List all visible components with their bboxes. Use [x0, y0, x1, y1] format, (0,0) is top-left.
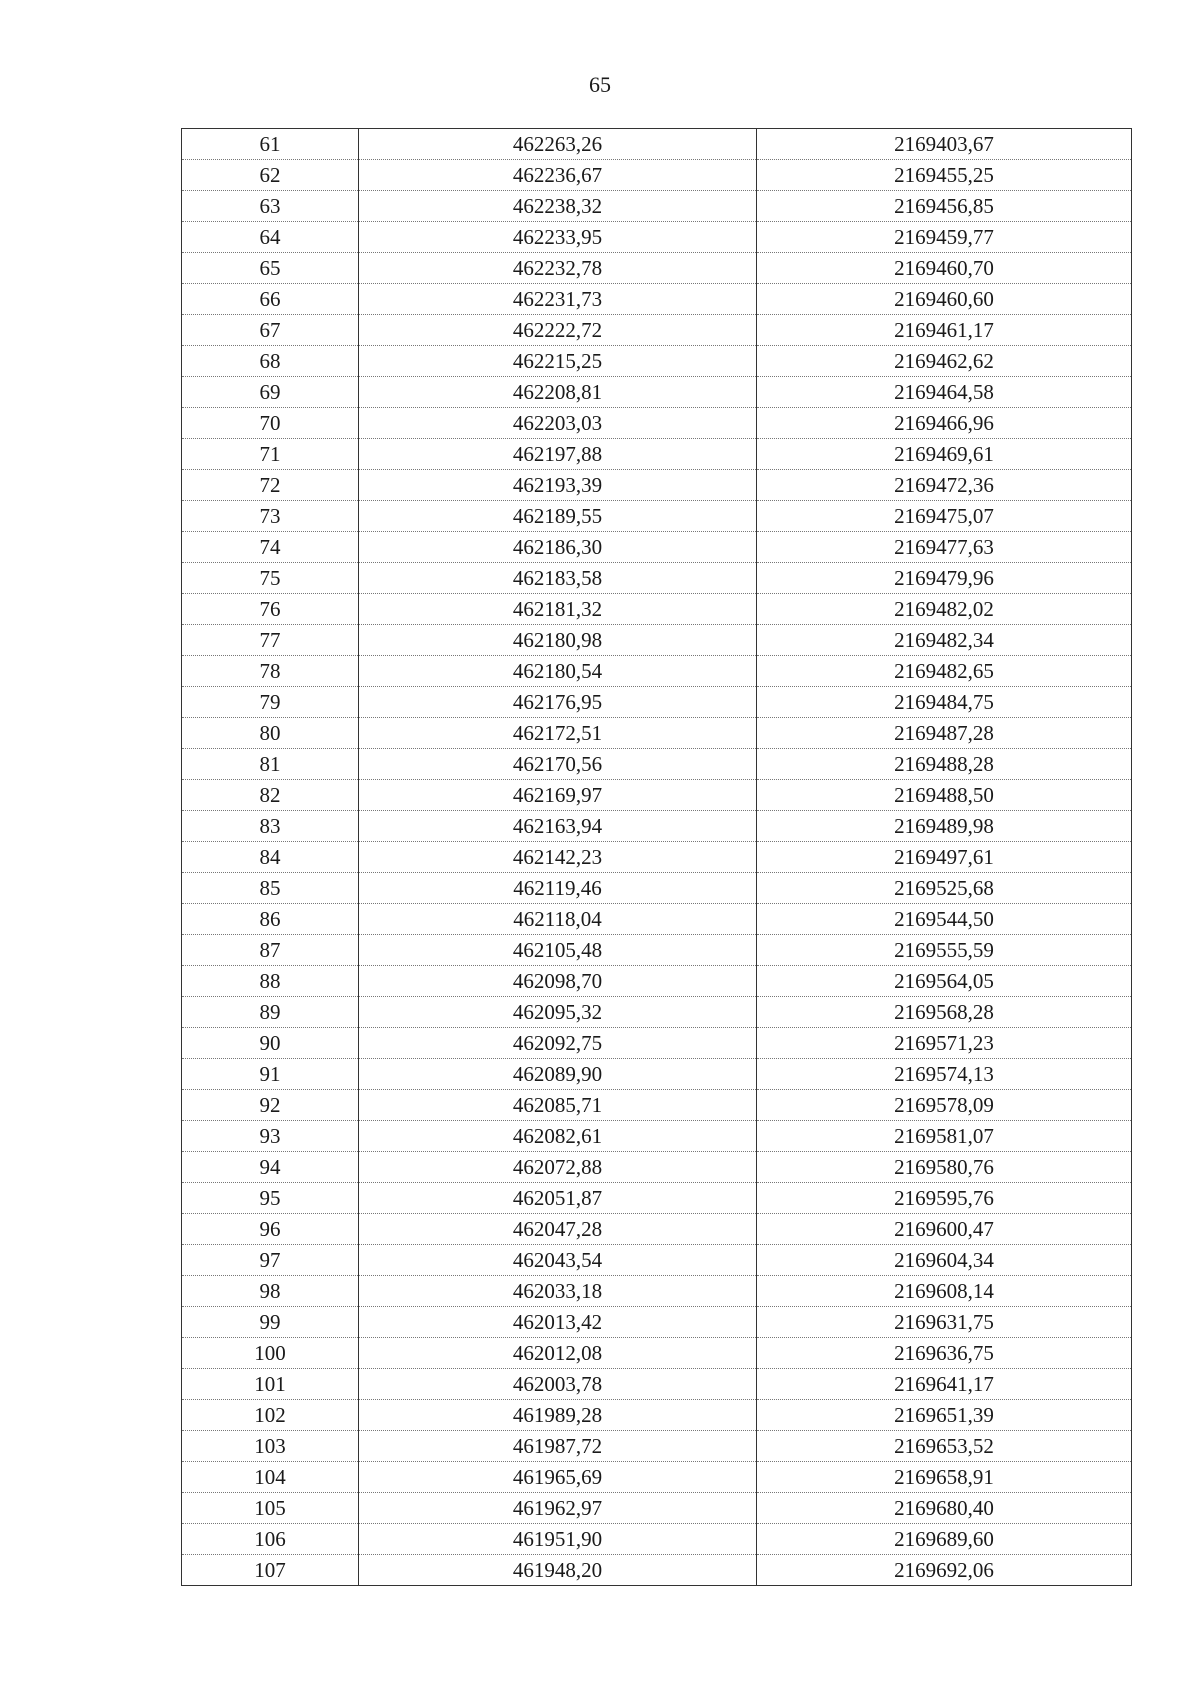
y-coordinate-cell: 2169692,06 — [757, 1555, 1132, 1586]
y-coordinate-cell: 2169651,39 — [757, 1400, 1132, 1431]
y-coordinate-cell: 2169482,65 — [757, 656, 1132, 687]
table-row — [182, 346, 1132, 377]
x-coordinate-cell: 462170,56 — [359, 749, 757, 780]
point-number-cell: 76 — [182, 594, 359, 625]
table-row — [182, 1462, 1132, 1493]
point-number-cell: 102 — [182, 1400, 359, 1431]
y-coordinate-cell: 2169564,05 — [757, 966, 1132, 997]
y-coordinate-cell: 2169484,75 — [757, 687, 1132, 718]
point-number-cell: 90 — [182, 1028, 359, 1059]
y-coordinate-cell: 2169469,61 — [757, 439, 1132, 470]
table-row — [182, 811, 1132, 842]
y-coordinate-cell: 2169464,58 — [757, 377, 1132, 408]
table-row — [182, 1493, 1132, 1524]
table-row — [182, 439, 1132, 470]
table-row — [182, 687, 1132, 718]
x-coordinate-cell: 462236,67 — [359, 160, 757, 191]
x-coordinate-cell: 462176,95 — [359, 687, 757, 718]
point-number-cell: 82 — [182, 780, 359, 811]
table-row — [182, 284, 1132, 315]
point-number-cell: 98 — [182, 1276, 359, 1307]
y-coordinate-cell: 2169403,67 — [757, 129, 1132, 160]
y-coordinate-cell: 2169653,52 — [757, 1431, 1132, 1462]
table-row — [182, 1555, 1132, 1586]
x-coordinate-cell: 462189,55 — [359, 501, 757, 532]
x-coordinate-cell: 461989,28 — [359, 1400, 757, 1431]
x-coordinate-cell: 462003,78 — [359, 1369, 757, 1400]
point-number-cell: 96 — [182, 1214, 359, 1245]
y-coordinate-cell: 2169456,85 — [757, 191, 1132, 222]
point-number-cell: 62 — [182, 160, 359, 191]
table-row — [182, 191, 1132, 222]
x-coordinate-cell: 462180,54 — [359, 656, 757, 687]
point-number-cell: 61 — [182, 129, 359, 160]
table-row — [182, 1059, 1132, 1090]
table-row — [182, 594, 1132, 625]
y-coordinate-cell: 2169475,07 — [757, 501, 1132, 532]
x-coordinate-cell: 461951,90 — [359, 1524, 757, 1555]
table-row — [182, 1245, 1132, 1276]
x-coordinate-cell: 462163,94 — [359, 811, 757, 842]
table-row — [182, 1028, 1132, 1059]
table-row — [182, 563, 1132, 594]
point-number-cell: 77 — [182, 625, 359, 656]
x-coordinate-cell: 462222,72 — [359, 315, 757, 346]
table-row — [182, 749, 1132, 780]
point-number-cell: 70 — [182, 408, 359, 439]
table-row — [182, 501, 1132, 532]
y-coordinate-cell: 2169472,36 — [757, 470, 1132, 501]
table-row — [182, 1524, 1132, 1555]
y-coordinate-cell: 2169460,70 — [757, 253, 1132, 284]
point-number-cell: 93 — [182, 1121, 359, 1152]
table-row — [182, 873, 1132, 904]
point-number-cell: 87 — [182, 935, 359, 966]
point-number-cell: 95 — [182, 1183, 359, 1214]
y-coordinate-cell: 2169604,34 — [757, 1245, 1132, 1276]
point-number-cell: 92 — [182, 1090, 359, 1121]
table-row — [182, 470, 1132, 501]
x-coordinate-cell: 462033,18 — [359, 1276, 757, 1307]
point-number-cell: 105 — [182, 1493, 359, 1524]
x-coordinate-cell: 462180,98 — [359, 625, 757, 656]
point-number-cell: 89 — [182, 997, 359, 1028]
coordinates-table-body — [182, 129, 1132, 1586]
x-coordinate-cell: 462263,26 — [359, 129, 757, 160]
table-row — [182, 1214, 1132, 1245]
x-coordinate-cell: 462047,28 — [359, 1214, 757, 1245]
table-row — [182, 1183, 1132, 1214]
point-number-cell: 75 — [182, 563, 359, 594]
y-coordinate-cell: 2169568,28 — [757, 997, 1132, 1028]
table-row — [182, 1121, 1132, 1152]
point-number-cell: 94 — [182, 1152, 359, 1183]
point-number-cell: 73 — [182, 501, 359, 532]
table-row — [182, 1090, 1132, 1121]
y-coordinate-cell: 2169641,17 — [757, 1369, 1132, 1400]
x-coordinate-cell: 462186,30 — [359, 532, 757, 563]
y-coordinate-cell: 2169460,60 — [757, 284, 1132, 315]
x-coordinate-cell: 462118,04 — [359, 904, 757, 935]
x-coordinate-cell: 462072,88 — [359, 1152, 757, 1183]
table-row — [182, 1431, 1132, 1462]
point-number-cell: 69 — [182, 377, 359, 408]
y-coordinate-cell: 2169479,96 — [757, 563, 1132, 594]
x-coordinate-cell: 462092,75 — [359, 1028, 757, 1059]
table-row — [182, 656, 1132, 687]
y-coordinate-cell: 2169581,07 — [757, 1121, 1132, 1152]
x-coordinate-cell: 462203,03 — [359, 408, 757, 439]
point-number-cell: 97 — [182, 1245, 359, 1276]
x-coordinate-cell: 461948,20 — [359, 1555, 757, 1586]
x-coordinate-cell: 462095,32 — [359, 997, 757, 1028]
y-coordinate-cell: 2169488,50 — [757, 780, 1132, 811]
y-coordinate-cell: 2169580,76 — [757, 1152, 1132, 1183]
point-number-cell: 99 — [182, 1307, 359, 1338]
point-number-cell: 104 — [182, 1462, 359, 1493]
y-coordinate-cell: 2169497,61 — [757, 842, 1132, 873]
x-coordinate-cell: 462142,23 — [359, 842, 757, 873]
x-coordinate-cell: 462098,70 — [359, 966, 757, 997]
y-coordinate-cell: 2169571,23 — [757, 1028, 1132, 1059]
y-coordinate-cell: 2169689,60 — [757, 1524, 1132, 1555]
point-number-cell: 83 — [182, 811, 359, 842]
point-number-cell: 65 — [182, 253, 359, 284]
x-coordinate-cell: 462089,90 — [359, 1059, 757, 1090]
y-coordinate-cell: 2169477,63 — [757, 532, 1132, 563]
x-coordinate-cell: 461965,69 — [359, 1462, 757, 1493]
table-row — [182, 1400, 1132, 1431]
y-coordinate-cell: 2169574,13 — [757, 1059, 1132, 1090]
y-coordinate-cell: 2169525,68 — [757, 873, 1132, 904]
x-coordinate-cell: 462238,32 — [359, 191, 757, 222]
x-coordinate-cell: 462012,08 — [359, 1338, 757, 1369]
y-coordinate-cell: 2169658,91 — [757, 1462, 1132, 1493]
x-coordinate-cell: 461987,72 — [359, 1431, 757, 1462]
point-number-cell: 85 — [182, 873, 359, 904]
x-coordinate-cell: 462085,71 — [359, 1090, 757, 1121]
point-number-cell: 106 — [182, 1524, 359, 1555]
table-row — [182, 718, 1132, 749]
y-coordinate-cell: 2169482,34 — [757, 625, 1132, 656]
y-coordinate-cell: 2169462,62 — [757, 346, 1132, 377]
table-row — [182, 780, 1132, 811]
y-coordinate-cell: 2169466,96 — [757, 408, 1132, 439]
table-row — [182, 1338, 1132, 1369]
x-coordinate-cell: 462183,58 — [359, 563, 757, 594]
table-row — [182, 625, 1132, 656]
y-coordinate-cell: 2169631,75 — [757, 1307, 1132, 1338]
x-coordinate-cell: 462105,48 — [359, 935, 757, 966]
point-number-cell: 88 — [182, 966, 359, 997]
x-coordinate-cell: 462231,73 — [359, 284, 757, 315]
x-coordinate-cell: 461962,97 — [359, 1493, 757, 1524]
y-coordinate-cell: 2169555,59 — [757, 935, 1132, 966]
y-coordinate-cell: 2169482,02 — [757, 594, 1132, 625]
x-coordinate-cell: 462043,54 — [359, 1245, 757, 1276]
y-coordinate-cell: 2169578,09 — [757, 1090, 1132, 1121]
table-row — [182, 408, 1132, 439]
table-row — [182, 222, 1132, 253]
table-row — [182, 1369, 1132, 1400]
table-row — [182, 1307, 1132, 1338]
y-coordinate-cell: 2169600,47 — [757, 1214, 1132, 1245]
table-row — [182, 1276, 1132, 1307]
table-row — [182, 377, 1132, 408]
x-coordinate-cell: 462013,42 — [359, 1307, 757, 1338]
x-coordinate-cell: 462051,87 — [359, 1183, 757, 1214]
y-coordinate-cell: 2169487,28 — [757, 718, 1132, 749]
point-number-cell: 107 — [182, 1555, 359, 1586]
table-row — [182, 1152, 1132, 1183]
table-row — [182, 315, 1132, 346]
table-row — [182, 997, 1132, 1028]
point-number-cell: 80 — [182, 718, 359, 749]
point-number-cell: 78 — [182, 656, 359, 687]
page-number: 65 — [589, 72, 611, 97]
table-row — [182, 904, 1132, 935]
point-number-cell: 68 — [182, 346, 359, 377]
x-coordinate-cell: 462193,39 — [359, 470, 757, 501]
point-number-cell: 91 — [182, 1059, 359, 1090]
point-number-cell: 101 — [182, 1369, 359, 1400]
point-number-cell: 66 — [182, 284, 359, 315]
x-coordinate-cell: 462233,95 — [359, 222, 757, 253]
point-number-cell: 79 — [182, 687, 359, 718]
table-row — [182, 160, 1132, 191]
point-number-cell: 72 — [182, 470, 359, 501]
point-number-cell: 64 — [182, 222, 359, 253]
table-row — [182, 935, 1132, 966]
coordinates-table — [181, 128, 1132, 1586]
point-number-cell: 74 — [182, 532, 359, 563]
x-coordinate-cell: 462197,88 — [359, 439, 757, 470]
x-coordinate-cell: 462172,51 — [359, 718, 757, 749]
y-coordinate-cell: 2169488,28 — [757, 749, 1132, 780]
point-number-cell: 71 — [182, 439, 359, 470]
x-coordinate-cell: 462208,81 — [359, 377, 757, 408]
table-row — [182, 966, 1132, 997]
x-coordinate-cell: 462169,97 — [359, 780, 757, 811]
point-number-cell: 84 — [182, 842, 359, 873]
table-row — [182, 129, 1132, 160]
y-coordinate-cell: 2169608,14 — [757, 1276, 1132, 1307]
y-coordinate-cell: 2169544,50 — [757, 904, 1132, 935]
table-row — [182, 842, 1132, 873]
y-coordinate-cell: 2169595,76 — [757, 1183, 1132, 1214]
y-coordinate-cell: 2169489,98 — [757, 811, 1132, 842]
y-coordinate-cell: 2169459,77 — [757, 222, 1132, 253]
point-number-cell: 103 — [182, 1431, 359, 1462]
point-number-cell: 81 — [182, 749, 359, 780]
y-coordinate-cell: 2169461,17 — [757, 315, 1132, 346]
y-coordinate-cell: 2169636,75 — [757, 1338, 1132, 1369]
x-coordinate-cell: 462215,25 — [359, 346, 757, 377]
point-number-cell: 86 — [182, 904, 359, 935]
x-coordinate-cell: 462082,61 — [359, 1121, 757, 1152]
table-row — [182, 253, 1132, 284]
y-coordinate-cell: 2169455,25 — [757, 160, 1132, 191]
point-number-cell: 63 — [182, 191, 359, 222]
x-coordinate-cell: 462181,32 — [359, 594, 757, 625]
x-coordinate-cell: 462119,46 — [359, 873, 757, 904]
point-number-cell: 100 — [182, 1338, 359, 1369]
x-coordinate-cell: 462232,78 — [359, 253, 757, 284]
y-coordinate-cell: 2169680,40 — [757, 1493, 1132, 1524]
table-row — [182, 532, 1132, 563]
point-number-cell: 67 — [182, 315, 359, 346]
